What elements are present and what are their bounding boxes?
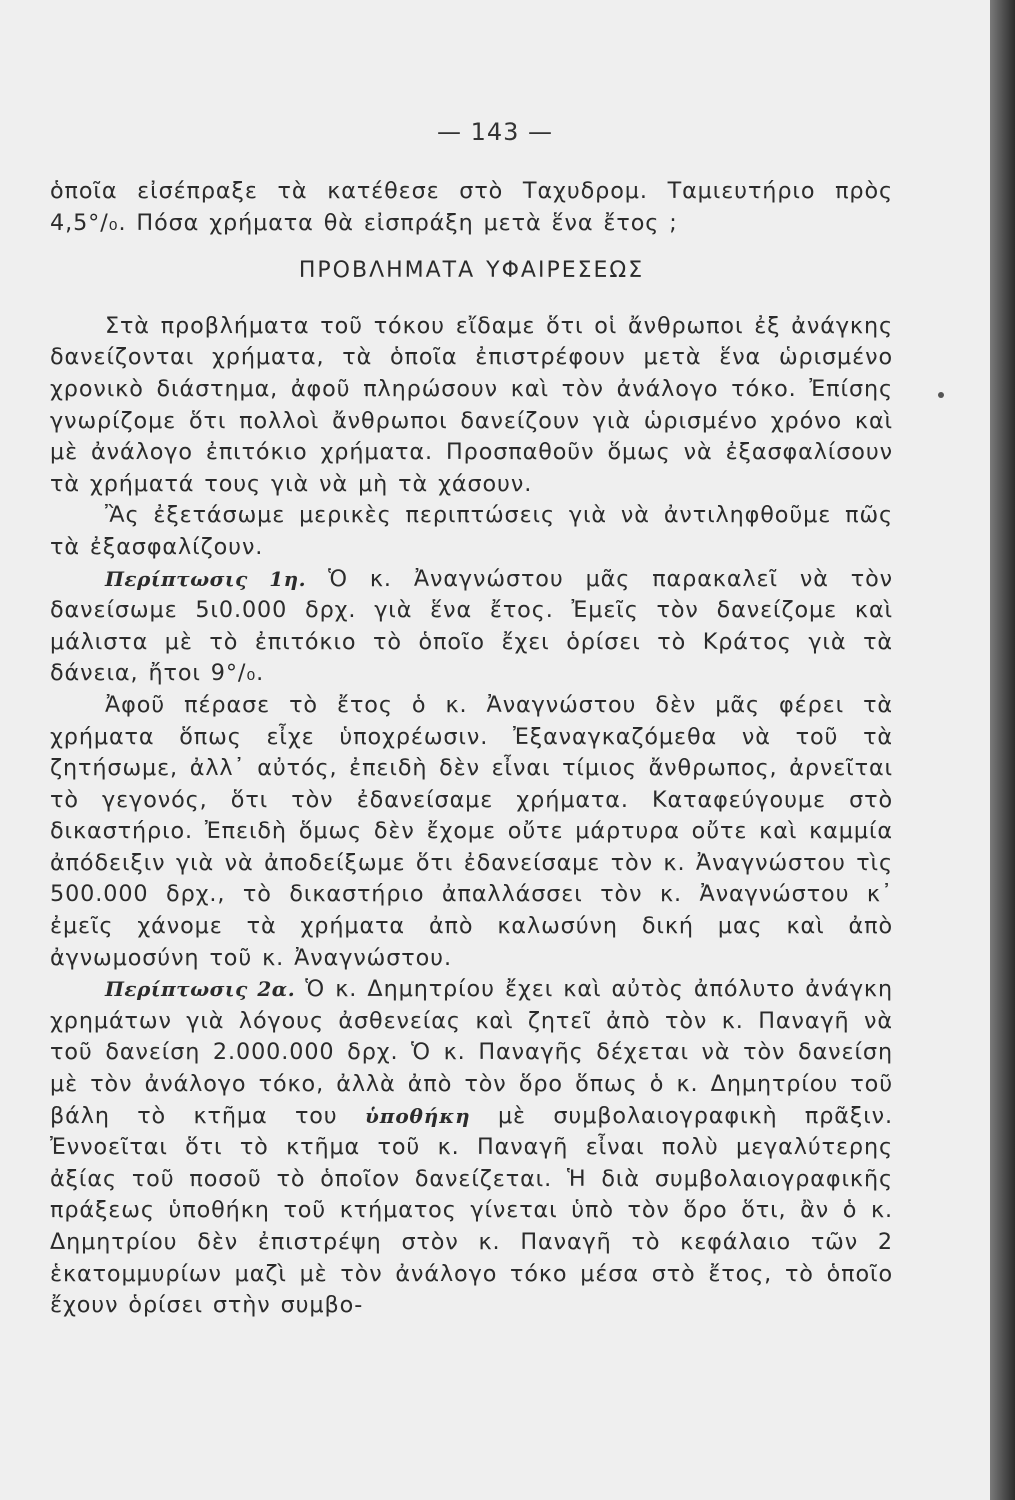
page-body: [50, 176, 893, 1322]
section-heading: ΠΡΟΒΛΗΜΑΤΑ ΥΦΑΙΡΕΣΕΩΣ: [298, 258, 645, 284]
paragraph-continuation: ὁποῖα εἰσέπραξε τὰ κατέθεσε στὸ Ταχυδρομ. Ταμιευτήριο πρὸς 4,5°/₀. Πόσα χρήματα θὰ εἰσπράξη μετὰ ἕνα ἔτος ;: [50, 178, 893, 236]
case-1-text: Ὁ κ. Ἀναγνώστου μᾶς παρακαλεῖ νὰ τὸν δανείσωμε 5ι0.000 δρχ. γιὰ ἕνα ἔτος. Ἐμεῖς τὸν δανείζομε καὶ μάλιστα μὲ τὸ ἐπιτόκιο τὸ ὁποῖο ἔχει ὁρίσει τὸ Κράτος γιὰ τὰ δάνεια, ἤτοι 9°/₀.: [50, 565, 894, 687]
paper-speck: [938, 392, 944, 398]
case-2-text-a: Ὁ κ. Δημητρίου ἔχει καὶ αὐτὸς ἀπόλυτο ἀνάγκη χρημάτων γιὰ λόγους ἀσθενείας καὶ ζητεῖ ἀπὸ τὸν κ. Παναγῆ νὰ τοῦ δανείση 2.000.000 δρχ. Ὁ κ. Παναγῆς δέχεται νὰ τὸν δανείση μὲ τὸν ἀνάλογο τόκο, ἀλλὰ ἀπὸ τὸν ὅρο ὅπως ὁ κ. Δημητρίου τοῦ βάλη τὸ κτῆμα του: [50, 976, 893, 1129]
paragraph-case-1: [50, 564, 893, 690]
case-2-text-b: μὲ συμβολαιογραφικὴ πρᾶξιν. Ἐννοεῖται ὅτι τὸ κτῆμα τοῦ κ. Παναγῆ εἶναι πολὺ μεγαλύτερης ἀξίας τοῦ ποσοῦ τὸ ὁποῖον δανείζεται. Ἡ διὰ συμβολαιογραφικῆς πράξεως ὑποθήκη τοῦ κτήματος γίνεται ὑπὸ τὸν ὅρο ὅτι, ἂν ὁ κ. Δημητρίου δὲν ἐπιστρέψη στὸν κ. Παναγῆ τὸ κεφάλαιο τῶν 2 ἑκατομμυρίων μαζὶ μὲ τὸν ἀνάλογο τόκο μέσα στὸ ἔτος, τὸ ὁποῖο ἔχουν ὁρίσει στὴν συμβο-: [50, 1102, 893, 1319]
paragraph-intro: Στὰ προβλήματα τοῦ τόκου εἴδαμε ὅτι οἱ ἄνθρωποι ἐξ ἀνάγκης δανείζονται χρήματα, τὰ ὁποῖα ἐπιστρέφουν μετὰ ἕνα ὡρισμένο χρονικὸ διάστημα, ἀφοῦ πληρώσουν καὶ τὸν ἀνάλογο τόκο. Ἐπίσης γνωρίζομε ὅτι πολλοὶ ἄνθρωποι δανείζουν γιὰ ὡρισμένο χρόνο καὶ μὲ ἀνάλογο ἐπιτόκιο χρήματα. Προσπαθοῦν ὅμως νὰ ἐξασφαλίσουν τὰ χρήματά τους γιὰ νὰ μὴ τὰ χάσουν.: [50, 312, 893, 497]
paragraph-examine: Ἂς ἐξετάσωμε μερικὲς περιπτώσεις γιὰ νὰ ἀντιληφθοῦμε πῶς τὰ ἐξασφαλίζουν.: [50, 502, 893, 560]
page-edge-shadow: [990, 0, 1015, 1500]
case-2-emphasis: ὑποθήκη: [365, 1103, 471, 1128]
paragraph-case-2: [50, 974, 893, 1322]
paragraph-case-1-outcome: Ἀφοῦ πέρασε τὸ ἔτος ὁ κ. Ἀναγνώστου δὲν μᾶς φέρει τὰ χρήματα ὅπως εἶχε ὑποχρέωσιν. Ἐξαναγκαζόμεθα νὰ τοῦ τὰ ζητήσωμε, ἀλλ᾽ αὐτός, ἐπειδὴ δὲν εἶναι τίμιος ἄνθρωπος, ἀρνεῖται τὸ γεγονός, ὅτι τὸν ἐδανείσαμε χρήματα. Καταφεύγουμε στὸ δικαστήριο. Ἐπειδὴ ὅμως δὲν ἔχομε οὔτε μάρτυρα οὔτε καὶ καμμία ἀπόδειξιν γιὰ νὰ ἀποδείξωμε ὅτι ἐδανείσαμε τὸν κ. Ἀναγνώστου τὶς 500.000 δρχ., τὸ δικαστήριο ἀπαλλάσσει τὸν κ. Ἀναγνώστου κ᾽ ἐμεῖς χάνομε τὰ χρήματα ἀπὸ καλωσύνη δική μας καὶ ἀπὸ ἀγνωμοσύνη τοῦ κ. Ἀναγνώστου.: [50, 691, 893, 971]
case-1-label: Περίπτωσις 1η.: [105, 566, 307, 591]
page-number: — 143 —: [436, 118, 554, 146]
case-2-label: Περίπτωσις 2α.: [105, 977, 296, 1002]
